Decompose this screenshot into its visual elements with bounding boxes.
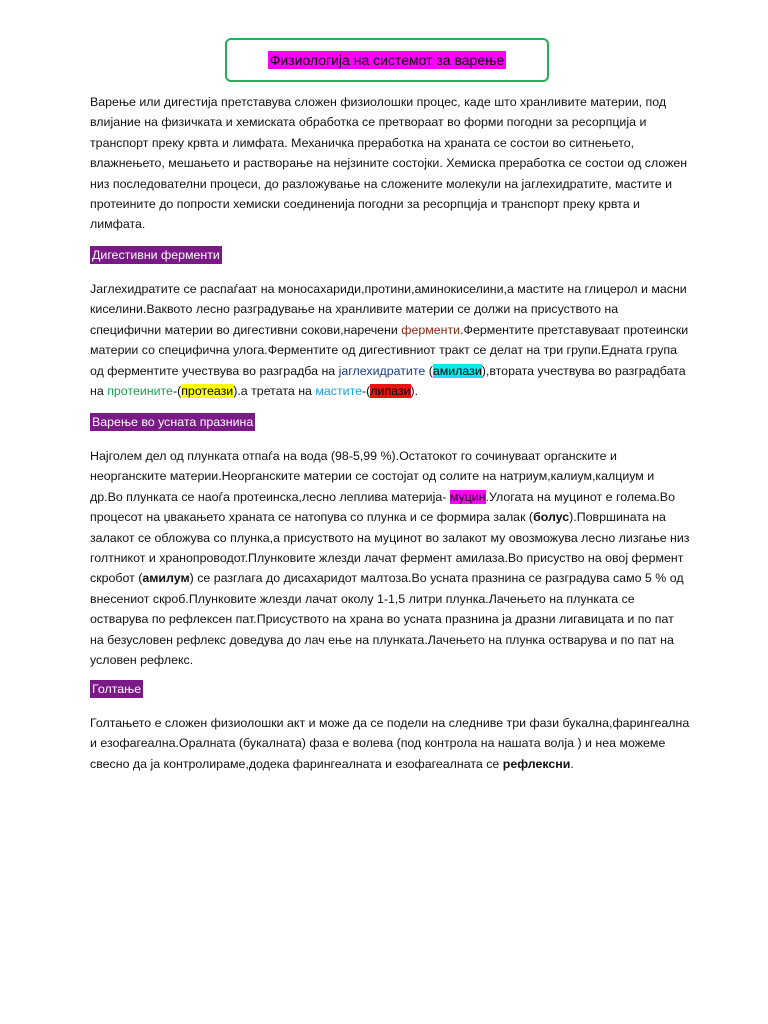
term-amylase: амилази — [432, 363, 482, 378]
swallowing-paragraph — [90, 713, 690, 774]
term-carbohydrates: јаглехидратите — [338, 363, 426, 378]
mouth-text-1: Најголем дел од плунката отпаѓа на вода (98-5,99 %).Остатокот го сочинуваат органските и неорганските материи.Неорганските материи се состојат од солите на натриум,калиум,калциум и др.Во плунката се наоѓа протеинска,лесно леплива материја- — [90, 449, 655, 504]
heading-swallowing: Голтање — [92, 682, 142, 696]
enzymes-text-2: .Ферментите претставуваат протеински материи со специфична улога.Ферментите од дигестивниот тракт се делат на три групи.Едната група од ферментите учествува во разградба на — [90, 322, 689, 378]
term-reflexive: рефлексни — [502, 756, 571, 771]
enzymes-text-5: -( — [172, 384, 182, 399]
enzymes-paragraph — [90, 279, 690, 401]
mouth-text-2: .Улогата на муцинот е голема.Во процесот на џвакањето храната се натопува со плунка и се формира залак ( — [90, 489, 675, 525]
enzymes-text-3: ( — [425, 363, 433, 378]
title-box — [225, 38, 549, 82]
swallowing-text-1: Голтањето е сложен физиолошки акт и може да се подели на следниве три фази букална,фарингеална и езофагеална.Оралната (букалната) фаза е волева (под контрола на нашата волја ) и неа можеме свесно да ја контролираме,додека фарингеалната и езофагеалната се — [90, 716, 690, 771]
term-ferments: ферменти — [401, 322, 461, 337]
swallowing-text-2: . — [570, 756, 574, 771]
term-amylum: амилум — [142, 571, 190, 586]
enzymes-text-1: Јаглехидратите се распаѓаат на моносахариди,протини,аминокиселини,а мастите на глицерол и масни киселини.Ваквото лесно разградување на хранливите материи се должи на присуството на специфични материи во дигестивни сокови,наречени — [90, 282, 687, 337]
term-mucin: муцин — [449, 489, 486, 504]
enzymes-text-8: ). — [410, 384, 419, 399]
heading-mouth-digestion: Варење во усната празнина — [92, 415, 254, 429]
mouth-text-3: ).Површината на залакот се обложува со плунка,а присуството на муцинот во залакот му овозможува лесно лизгање низ голтникот и хранопроводот.Плунковите жлезди лачат фермент амилаза.Во присуство на овој фермент скробот ( — [90, 510, 690, 586]
term-protease: протеази — [181, 384, 234, 399]
enzymes-text-7: -( — [362, 384, 371, 399]
term-bolus: болус — [533, 510, 570, 525]
term-lipase: липази — [370, 384, 411, 399]
enzymes-text-6: ).а третата на — [233, 384, 316, 399]
enzymes-text-4: ),втората учествува во разградбата на — [90, 363, 686, 399]
mouth-text-4: ) се разглага до дисахаридот малтоза.Во усната празнина се разградува само 5 % од внесениот скроб.Плунковите жлезди лачат околу 1-1,5 литри плунка.Лачењето на плунката се остварува по рефлексен пат.Присуството на храна во усната празнина ја дразни лигавицата и по пат на безусловен рефлекс доведува до лач ење на плунката.Лачењето на плунка остварува и по пат на условен рефлекс. — [90, 571, 684, 668]
intro-paragraph: Варење или дигестија претставува сложен физиолошки процес, каде што хранливите материи, под влијание на физичката и хемиската обработка се претвораат во форми погодни за ресорпција и транспорт преку крвта и лимфата. Механичка преработка на храната се состои во ситнењето, влажнењето, мешањето и растворање на нејзините состојки. Хемиска преработка се состои од сложен низ последователни процеси, до разложување на сложените молекули на јаглехидратите, мастите и протеините до попрости хемиски соединенија погодни за ресорпција и транспорт преку крвта и лимфата. — [90, 95, 688, 232]
mouth-paragraph — [90, 446, 690, 670]
term-proteins: протеините — [107, 384, 173, 399]
heading-digestive-enzymes: Дигестивни ферменти — [92, 248, 220, 262]
term-fats: мастите — [315, 384, 363, 399]
page-title: Физиологија на системот за варење — [269, 52, 505, 68]
